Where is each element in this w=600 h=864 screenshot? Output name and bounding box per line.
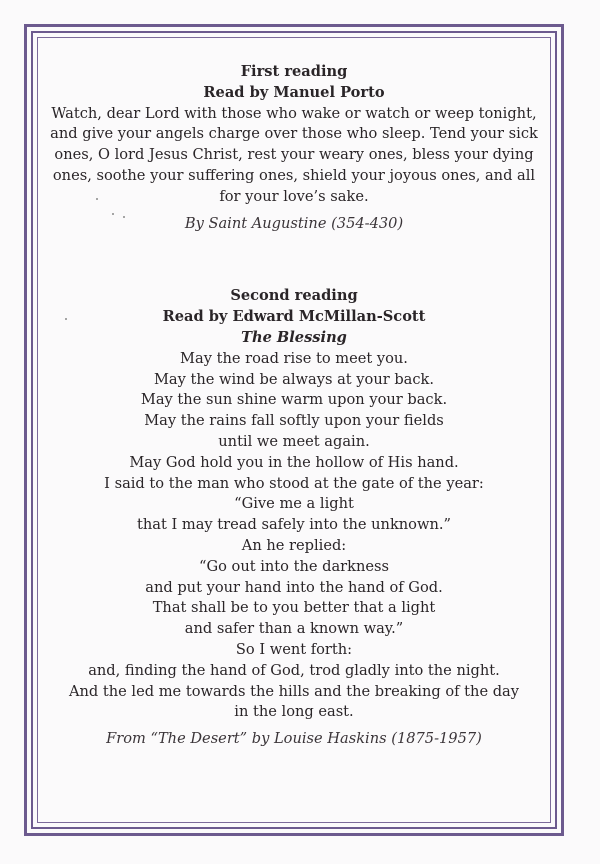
second-reading-line: May the rains fall softly upon your fields (144, 412, 444, 430)
second-reading-line: So I went forth: (235, 640, 353, 658)
second-reading-line: May the sun shine warm upon your back. (140, 391, 448, 409)
second-reading-heading: Second reading (230, 287, 358, 305)
second-reading-line: And the led me towards the hills and the breaking of the day (68, 682, 520, 700)
first-reading-line: for your love’s sake. (219, 187, 369, 205)
first-reading-reader: Read by Manuel Porto (203, 83, 385, 101)
second-reading-line: “Give me a light (234, 495, 354, 513)
first-reading-section (44, 62, 544, 234)
second-reading-line: May the wind be always at your back. (153, 370, 435, 388)
first-reading-line: ones, soothe your suffering ones, shield your joyous ones, and all (52, 166, 536, 184)
second-reading-line: that I may tread safely into the unknown.” (137, 516, 451, 534)
second-reading-reader: Read by Edward McMillan-Scott (162, 308, 426, 326)
second-reading-line: That shall be to you better that a light (152, 599, 436, 617)
readings-content (44, 62, 544, 750)
first-reading-heading: First reading (240, 63, 348, 80)
second-reading-line: “Go out into the darkness (198, 557, 389, 575)
first-reading-line: ones, O lord Jesus Christ, rest your weary ones, bless your dying (54, 146, 534, 164)
first-reading-attribution: By Saint Augustine (354-430) (184, 214, 404, 232)
second-reading-line: and put your hand into the hand of God. (145, 578, 443, 596)
second-reading-line: in the long east. (234, 703, 354, 721)
second-reading-line: May the road rise to meet you. (180, 349, 408, 367)
second-reading-section (44, 286, 544, 750)
first-reading-text (44, 104, 544, 208)
second-reading-title: The Blessing (241, 328, 347, 346)
second-reading-line: until we meet again. (218, 432, 370, 450)
first-reading-line: and give your angels charge over those who sleep. Tend your sick (50, 125, 538, 143)
second-reading-text (44, 349, 544, 723)
second-reading-line: and, finding the hand of God, trod gladly into the night. (88, 661, 500, 679)
second-reading-line: May God hold you in the hollow of His hand. (129, 453, 459, 471)
second-reading-line: An he replied: (241, 536, 347, 554)
second-reading-attribution: From “The Desert” by Louise Haskins (1875-1957) (106, 730, 482, 748)
first-reading-line: Watch, dear Lord with those who wake or watch or weep tonight, (51, 104, 537, 122)
second-reading-line: I said to the man who stood at the gate of the year: (104, 474, 484, 492)
second-reading-line: and safer than a known way.” (184, 620, 404, 638)
